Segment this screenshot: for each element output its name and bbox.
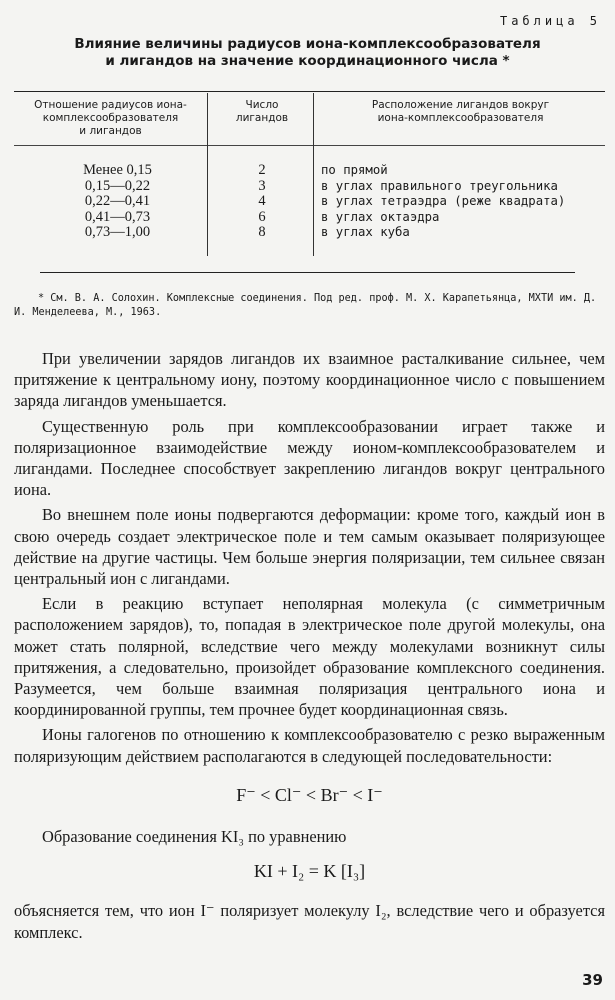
table-cell: 0,22—0,41 <box>84 193 151 209</box>
paragraph: Существенную роль при комплексообразовании играет также и поляризационное взаимодействие между ионом-комплексообразователем и лигандами. Последнее способствует закреплению лигандов вокруг центрального иона. <box>14 416 605 500</box>
conclusion-paragraph: объясняется тем, что ион I⁻ поляризует молекулу I₂, вследствие чего и образуется комплекс. <box>14 901 605 942</box>
table-cell: 4 <box>258 193 266 209</box>
table-cell: 2 <box>258 162 266 178</box>
column-ratio <box>40 163 195 241</box>
paragraph: Ионы галогенов по отношению к комплексообразователю с резко выраженным поляризующим действием располагаются в следующей последовательности: <box>14 725 605 766</box>
table-cell: 0,41—0,73 <box>84 208 151 225</box>
table-cell: 8 <box>258 224 266 240</box>
column-divider <box>313 93 314 256</box>
table-header-rule <box>14 145 605 146</box>
table-cell: 0,15—0,22 <box>84 177 151 194</box>
table-cell: в углах куба <box>321 225 410 239</box>
table-title-line-1: Влияние величины радиусов иона-комплексообразователя <box>74 36 541 52</box>
table-top-rule <box>14 91 605 92</box>
column-arrangement <box>321 163 565 241</box>
table-label: Таблица 5 <box>499 14 601 28</box>
table-cell: 6 <box>258 208 266 225</box>
formula-ki3-reaction: KI + I₂ = K [I₃] <box>253 861 366 882</box>
column-divider <box>207 93 208 256</box>
paragraph: При увеличении зарядов лигандов их взаимное расталкивание сильнее, чем притяжение к центральному иону, поэтому координационное число с повышением заряда лигандов уменьшается. <box>14 349 605 411</box>
paragraph: Если в реакцию вступает неполярная молекула (с симметричным расположением зарядов), то, попадая в электрическое поле другой молекулы, она может стать полярной, вследствие чего между молекулами возникнут силы притяжения, а следовательно, произойдет образование комплексного соединения. Разумеется, чем больше взаимная поляризация центрального иона и координированной группы, тем прочнее будет координационная связь. <box>14 594 605 720</box>
page-number: 39 <box>582 971 603 989</box>
table-title-line-2: и лигандов на значение координационного числа * <box>105 53 510 69</box>
header-arrangement: Расположение лигандов вокруг иона-комплексообразователя <box>371 99 550 124</box>
table-cell: в углах правильного треугольника <box>321 178 558 193</box>
table-cell: в углах тетраэдра (реже квадрата) <box>321 194 566 208</box>
header-number: Число лигандов <box>235 99 289 124</box>
table-cell: 0,73—1,00 <box>84 224 151 240</box>
table-cell: Менее 0,15 <box>83 162 152 178</box>
formula-halogen-series: F⁻ < Cl⁻ < Br⁻ < I⁻ <box>236 784 383 805</box>
header-ratio: Отношение радиусов иона- комплексообразователя и лигандов <box>34 99 187 137</box>
table-title <box>20 36 595 70</box>
table-bottom-rule <box>40 272 575 273</box>
table-cell: по прямой <box>321 163 388 177</box>
column-number <box>212 163 312 241</box>
paragraph: Во внешнем поле ионы подвергаются деформации: кроме того, каждый ион в свою очередь создает электрическое поле и тем самым оказывает поляризующее действие на другие частицы. Чем больше энергия поляризации, тем сильнее связан центральный ион с лигандами. <box>14 505 605 589</box>
ki3-intro: Образование соединения KI₃ по уравнению <box>42 827 347 847</box>
table-cell: 3 <box>258 177 266 194</box>
table-cell: в углах октаэдра <box>321 209 440 224</box>
body-text <box>14 348 605 947</box>
table-footnote: * См. В. А. Солохин. Комплексные соединения. Под ред. проф. М. Х. Карапетьянца, МХТИ им. Д. И. Менделеева, М., 1963. <box>14 293 597 318</box>
